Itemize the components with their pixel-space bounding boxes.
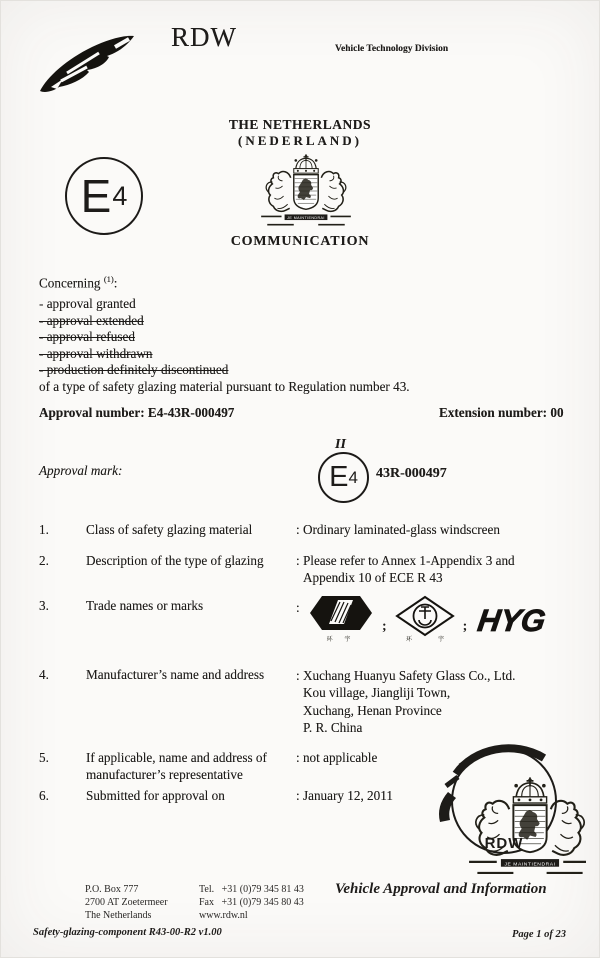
document-id: Safety-glazing-component R43-00-R2 v1.00 [33, 927, 222, 938]
item-6-number: 6. [39, 788, 49, 803]
item-2-value-line1: : Please refer to Annex 1-Appendix 3 and [296, 553, 515, 568]
item-1-label: Class of safety glazing material [86, 522, 253, 537]
item-3-number: 3. [39, 598, 49, 613]
item-2-label: Description of the type of glazing [86, 553, 264, 568]
concerning-label: Concerning [39, 275, 101, 291]
option-production-discontinued: - production definitely discontinued [39, 362, 229, 377]
item-6-label: Submitted for approval on [86, 788, 225, 803]
e4-approval-mark-circle [65, 157, 143, 235]
item-5-label-line2: manufacturer’s representative [86, 766, 243, 782]
footer-address-line3: The Netherlands [85, 910, 152, 921]
rdw-wordmark: RDW [171, 22, 237, 52]
trademark-logos-row [307, 593, 546, 645]
item-2-value-line2: Appendix 10 of ECE R 43 [303, 569, 443, 585]
extension-number: Extension number: 00 [439, 405, 564, 420]
concerning-heading [39, 271, 117, 292]
e-mark-digit: 4 [348, 468, 358, 487]
footer-fax: Fax +31 (0)79 345 80 43 [199, 897, 304, 908]
item-4-label: Manufacturer’s name and address [86, 667, 265, 682]
country-name-en: THE NETHERLANDS [228, 117, 372, 132]
concerning-subject: of a type of safety glazing material pursuant to Regulation number 43. [39, 379, 410, 394]
page-number: Page 1 of 23 [512, 929, 566, 940]
e-mark-digit: 4 [112, 180, 128, 211]
item-4-value-line1: : Xuchang Huanyu Safety Glass Co., Ltd. [296, 668, 516, 683]
item-3-label: Trade names or marks [86, 598, 204, 613]
trademark-separator: ; [462, 619, 468, 634]
diamond-trademark-icon [394, 595, 456, 645]
footer-website: www.rdw.nl [199, 910, 248, 921]
footer-address-line1: P.O. Box 777 [85, 884, 139, 895]
item-4-value [296, 667, 556, 736]
rdw-approval-stamp [426, 736, 586, 881]
item-6-value: : January 12, 2011 [296, 788, 393, 803]
item-5-label-line1: If applicable, name and address of [86, 750, 267, 765]
e4-small-mark-circle [318, 452, 369, 503]
footer-address-block [85, 883, 168, 922]
item-4-value-line2: Kou village, Jiangliji Town, [303, 685, 451, 701]
approval-number: Approval number: E4-43R-000497 [39, 405, 235, 420]
hexagon-trademark-caption: 环 宇 [326, 637, 356, 643]
e-mark-letter: E [80, 170, 112, 222]
footer-tel: Tel. +31 (0)79 345 81 43 [199, 884, 304, 895]
trademark-separator: ; [382, 619, 387, 634]
hyg-trademark-logo: HYG [475, 603, 548, 638]
footer-contact-block [199, 883, 304, 922]
item-1-number: 1. [39, 522, 49, 537]
item-4-value-line3: Xuchang, Henan Province [303, 702, 442, 718]
item-3-colon: : [296, 600, 300, 615]
concerning-options-list [39, 296, 228, 379]
item-5-label [86, 750, 296, 783]
item-5-value: : not applicable [296, 750, 378, 765]
stamp-rdw-text: RDW [484, 835, 524, 852]
option-approval-extended: - approval extended [39, 312, 144, 328]
footer-tagline: Vehicle Approval and Information [335, 881, 547, 897]
footer-address-line2: 2700 AT Zoetermeer [85, 897, 168, 908]
dutch-coat-of-arms-icon [253, 153, 359, 229]
division-title: Vehicle Technology Division [335, 44, 449, 54]
item-2-number: 2. [39, 553, 49, 568]
approval-mark-code: 43R-000497 [376, 466, 447, 481]
diamond-caption-left: 环 [405, 637, 412, 643]
item-1-value: : Ordinary laminated-glass windscreen [296, 522, 500, 537]
e-mark-letter: E [329, 461, 349, 493]
hexagon-trademark-icon [307, 593, 375, 645]
concerning-footnote-ref: (1) [103, 274, 114, 284]
option-approval-refused: - approval refused [39, 329, 135, 344]
rdw-swoosh-logo-icon [37, 29, 137, 97]
option-approval-granted: - approval granted [39, 296, 136, 311]
item-4-number: 4. [39, 667, 49, 682]
option-approval-withdrawn: - approval withdrawn [39, 345, 153, 361]
concerning-colon: : [113, 275, 118, 291]
item-4-value-line4: P. R. China [303, 719, 363, 735]
country-name-nl: (NEDERLAND) [238, 133, 362, 148]
item-2-value [296, 553, 556, 586]
approval-mark-roman: II [335, 437, 346, 452]
document-title: COMMUNICATION [230, 234, 370, 249]
diamond-caption-right: 宇 [437, 637, 444, 643]
item-5-number: 5. [39, 750, 49, 765]
approval-mark-label: Approval mark: [39, 463, 123, 478]
